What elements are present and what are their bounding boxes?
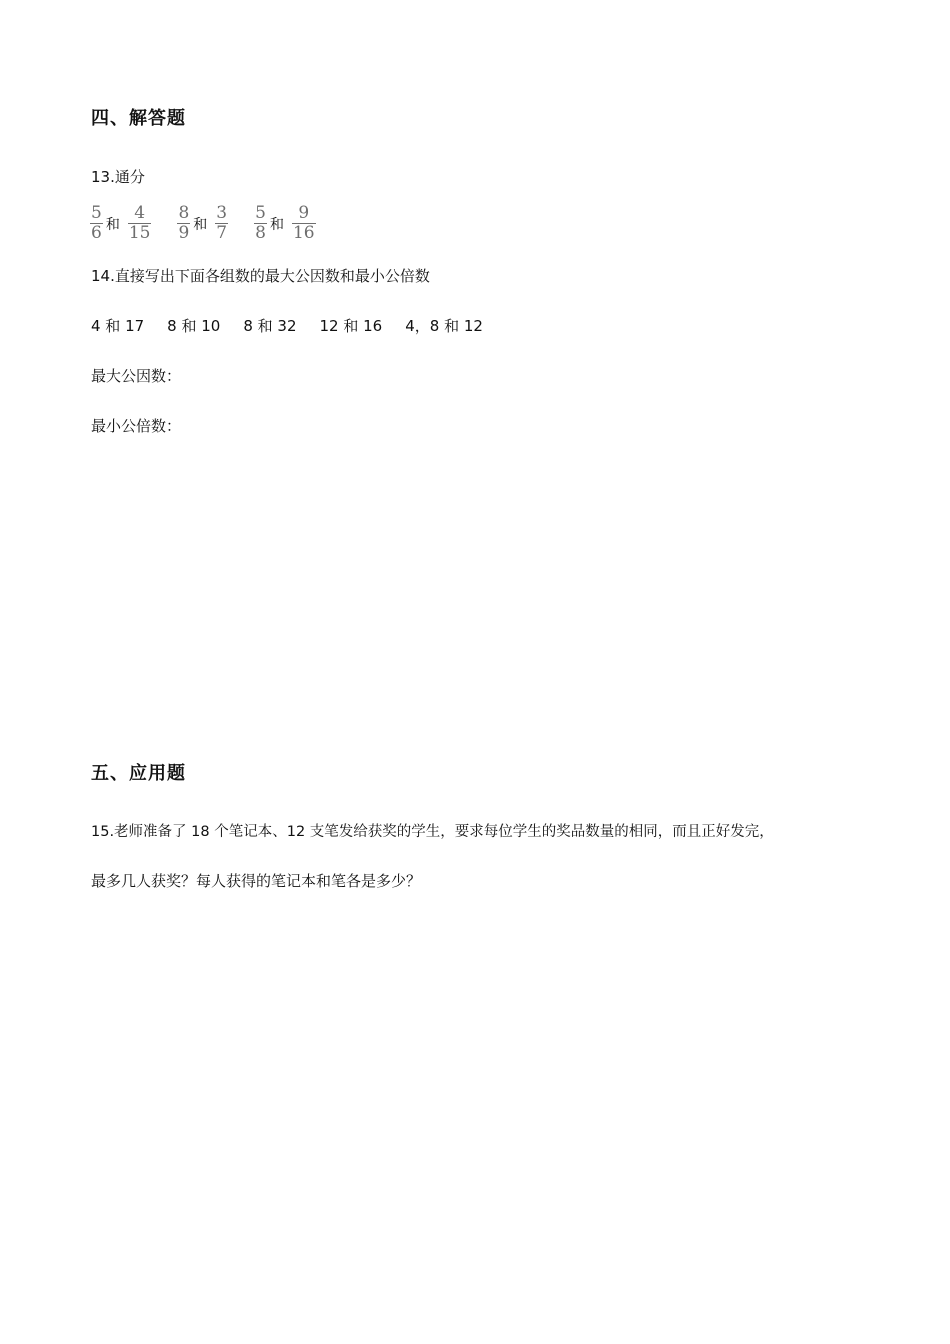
- lcm-label: 最小公倍数：: [91, 417, 182, 435]
- number-group: 12 和 16: [319, 317, 383, 335]
- number-group: 8 和 32: [243, 317, 297, 335]
- fraction: $\frac{8}{9}$: [178, 203, 190, 243]
- number-group: 4，8 和 12: [405, 317, 483, 335]
- fraction: $\frac{5}{8}$: [255, 203, 266, 243]
- and-label: 和: [269, 216, 284, 233]
- question-14-groups: [91, 315, 506, 336]
- gcd-label: 最大公因数：: [91, 367, 182, 385]
- fraction-pair-3: [254, 205, 315, 242]
- question-15-line-1: 15.老师准备了 18 个笔记本、12 支笔发给获奖的学生，要求每位学生的奖品数量的相同，而且正好发完，: [91, 824, 774, 840]
- and-label: 和: [193, 216, 208, 233]
- number-group: 8 和 10: [167, 317, 221, 335]
- fraction-pair-2: [177, 205, 228, 242]
- section-5-heading: 五、应用题: [91, 763, 186, 784]
- section-4-heading: 四、解答题: [91, 108, 186, 129]
- question-13-label: 13.通分: [91, 168, 145, 186]
- fraction: $\frac{9}{16}$: [292, 203, 315, 243]
- fraction: $\frac{4}{15}$: [128, 203, 151, 243]
- fraction: $\frac{3}{7}$: [216, 203, 228, 243]
- question-13-fractions: [90, 205, 342, 242]
- question-15-line-2: 最多几人获奖？每人获得的笔记本和笔各是多少？: [91, 872, 422, 890]
- fraction-pair-1: [90, 205, 151, 242]
- question-14-label: 14.直接写出下面各组数的最大公因数和最小公倍数: [91, 267, 430, 285]
- fraction: $\frac{5}{6}$: [91, 203, 102, 243]
- number-group: 4 和 17: [91, 317, 145, 335]
- and-label: 和: [105, 216, 120, 233]
